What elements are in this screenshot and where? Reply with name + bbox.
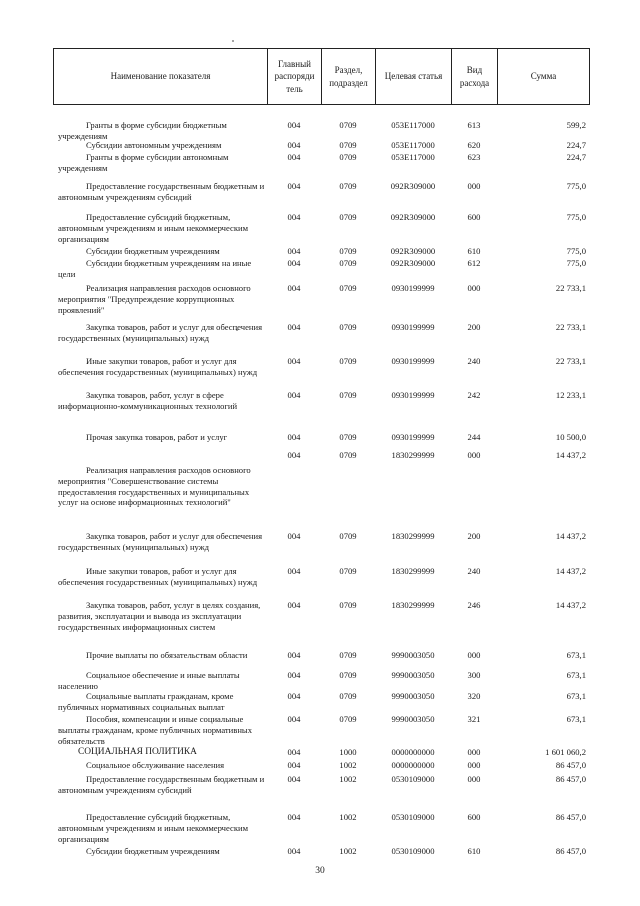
table-row xyxy=(53,531,590,571)
row-gl: 004 xyxy=(287,140,301,150)
row-name: Реализация направления расходов основного мероприятия "Предупреждение коррупционных проявлений" xyxy=(58,283,251,315)
row-sm: 673,1 xyxy=(566,691,586,701)
row-sm: 14 437,2 xyxy=(555,600,586,610)
row-cs: 9990003050 xyxy=(391,670,435,680)
row-cs: 1830299999 xyxy=(391,531,435,541)
row-cs: 0930199999 xyxy=(391,390,435,400)
row-sm: 86 457,0 xyxy=(555,812,586,822)
row-vr: 320 xyxy=(467,691,481,701)
row-sm: 86 457,0 xyxy=(555,846,586,856)
row-rz: 0709 xyxy=(339,212,357,222)
row-name: Субсидии бюджетным учреждениям xyxy=(86,846,220,856)
row-vr: 000 xyxy=(467,747,481,757)
row-name: Закупка товаров, работ, услуг в целях создания, развития, эксплуатации и вывода из эксплуатации государственных информационных систем xyxy=(58,600,261,632)
row-rz: 0709 xyxy=(339,650,357,660)
row-vr: 200 xyxy=(467,322,481,332)
row-gl: 004 xyxy=(287,322,301,332)
row-cs: 9990003050 xyxy=(391,714,435,724)
row-sm: 14 437,2 xyxy=(555,531,586,541)
row-sm: 10 500,0 xyxy=(555,432,586,442)
row-gl: 004 xyxy=(287,600,301,610)
row-gl: 004 xyxy=(287,450,301,460)
row-sm: 86 457,0 xyxy=(555,760,586,770)
row-rz: 1000 xyxy=(339,747,357,757)
row-gl: 004 xyxy=(287,531,301,541)
row-cs: 053E117000 xyxy=(391,120,435,130)
row-gl: 004 xyxy=(287,747,301,757)
row-sm: 22 733,1 xyxy=(555,322,586,332)
row-rz: 1002 xyxy=(339,760,357,770)
row-name: Пособия, компенсации и иные социальные выплаты гражданам, кроме публичных нормативных обязательств xyxy=(58,714,252,746)
row-cs: 0930199999 xyxy=(391,283,435,293)
table-row xyxy=(53,600,590,640)
row-name: Социальное обеспечение и иные выплаты населению xyxy=(58,670,240,691)
row-name: Предоставление субсидий бюджетным, автономным учреждениям и иным некоммерческим организациям xyxy=(58,812,249,844)
row-sm: 775,0 xyxy=(566,181,586,191)
row-name: Закупка товаров, работ и услуг для обеспечения государственных (муниципальных) нужд xyxy=(58,531,263,552)
row-gl: 004 xyxy=(287,566,301,576)
table-row xyxy=(53,390,590,430)
row-sm: 22 733,1 xyxy=(555,356,586,366)
header-name: Наименование показателя xyxy=(54,49,268,104)
row-gl: 004 xyxy=(287,691,301,701)
row-rz: 0709 xyxy=(339,120,357,130)
row-gl: 004 xyxy=(287,670,301,680)
row-sm: 1 601 060,2 xyxy=(545,747,586,757)
row-sm: 22 733,1 xyxy=(555,283,586,293)
row-sm: 14 437,2 xyxy=(555,450,586,460)
row-vr: 240 xyxy=(467,356,481,366)
row-cs: 092R309000 xyxy=(390,212,436,222)
row-rz: 0709 xyxy=(339,246,357,256)
row-rz: 0709 xyxy=(339,691,357,701)
row-cs: 092R309000 xyxy=(390,181,436,191)
row-vr: 620 xyxy=(467,140,481,150)
row-vr: 000 xyxy=(467,774,481,784)
header-expense-type: Вид расхода xyxy=(452,49,498,104)
row-cs: 1830299999 xyxy=(391,600,435,610)
row-cs: 0530109000 xyxy=(391,774,435,784)
row-rz: 0709 xyxy=(339,140,357,150)
table-row xyxy=(53,774,590,814)
row-vr: 000 xyxy=(467,760,481,770)
row-name: Социальное обслуживание населения xyxy=(86,760,225,770)
row-vr: 612 xyxy=(467,258,481,268)
row-sm: 599,2 xyxy=(566,120,586,130)
row-gl: 004 xyxy=(287,152,301,162)
row-cs: 0000000000 xyxy=(391,747,435,757)
row-rz: 0709 xyxy=(339,714,357,724)
row-sm: 12 233,1 xyxy=(555,390,586,400)
row-gl: 004 xyxy=(287,120,301,130)
row-name: СОЦИАЛЬНАЯ ПОЛИТИКА xyxy=(78,747,197,757)
row-name: Реализация направления расходов основного мероприятия "Совершенствование системы предоставления государственных и муниципальных услуг на основе информационных технологий" xyxy=(58,465,251,508)
row-gl: 004 xyxy=(287,258,301,268)
row-name: Субсидии бюджетным учреждениям на иные цели xyxy=(58,258,252,279)
row-rz: 1002 xyxy=(339,812,357,822)
row-vr: 623 xyxy=(467,152,481,162)
row-cs: 1830299999 xyxy=(391,450,435,460)
row-gl: 004 xyxy=(287,246,301,256)
row-rz: 0709 xyxy=(339,322,357,332)
table-row xyxy=(53,283,590,323)
row-vr: 000 xyxy=(467,650,481,660)
row-sm: 775,0 xyxy=(566,212,586,222)
row-vr: 321 xyxy=(467,714,481,724)
row-name: Прочая закупка товаров, работ и услуг xyxy=(86,432,228,442)
row-gl: 004 xyxy=(287,812,301,822)
row-vr: 000 xyxy=(467,450,481,460)
row-vr: 240 xyxy=(467,566,481,576)
row-rz: 0709 xyxy=(339,450,357,460)
row-vr: 244 xyxy=(467,432,481,442)
row-gl: 004 xyxy=(287,714,301,724)
row-sm: 673,1 xyxy=(566,650,586,660)
row-cs: 092R309000 xyxy=(390,246,436,256)
page-number: 30 xyxy=(315,866,325,876)
row-gl: 004 xyxy=(287,846,301,856)
row-cs: 9990003050 xyxy=(391,650,435,660)
row-sm: 86 457,0 xyxy=(555,774,586,784)
row-sm: 673,1 xyxy=(566,714,586,724)
row-cs: 092R309000 xyxy=(390,258,436,268)
row-gl: 004 xyxy=(287,181,301,191)
row-vr: 600 xyxy=(467,812,481,822)
row-rz: 0709 xyxy=(339,283,357,293)
row-cs: 0930199999 xyxy=(391,356,435,366)
row-cs: 0530109000 xyxy=(391,846,435,856)
row-vr: 000 xyxy=(467,181,481,191)
row-cs: 0930199999 xyxy=(391,432,435,442)
row-vr: 613 xyxy=(467,120,481,130)
row-sm: 224,7 xyxy=(566,152,586,162)
row-sm: 673,1 xyxy=(566,670,586,680)
row-vr: 000 xyxy=(467,283,481,293)
row-name: Предоставление государственным бюджетным и автономным учреждениям субсидий xyxy=(58,181,265,202)
row-gl: 004 xyxy=(287,760,301,770)
row-name: Закупка товаров, работ и услуг для обеспечения государственных (муниципальных) нужд xyxy=(58,322,263,343)
header-target-article: Целевая статья xyxy=(376,49,452,104)
row-name: Субсидии бюджетным учреждениям xyxy=(86,246,220,256)
row-sm: 224,7 xyxy=(566,140,586,150)
row-rz: 0709 xyxy=(339,181,357,191)
row-name: Субсидии автономным учреждениям xyxy=(86,140,222,150)
row-rz: 0709 xyxy=(339,566,357,576)
row-gl: 004 xyxy=(287,212,301,222)
row-name: Иные закупки товаров, работ и услуг для обеспечения государственных (муниципальных) нужд xyxy=(58,356,258,377)
row-name: Закупка товаров, работ, услуг в сфере информационно-коммуникационных технологий xyxy=(58,390,238,411)
row-rz: 0709 xyxy=(339,600,357,610)
row-rz: 0709 xyxy=(339,356,357,366)
row-name: Предоставление субсидий бюджетным, автономным учреждениям и иным некоммерческим организациям xyxy=(58,212,249,244)
row-name: Предоставление государственным бюджетным и автономным учреждениям субсидий xyxy=(58,774,265,795)
row-rz: 0709 xyxy=(339,152,357,162)
row-rz: 0709 xyxy=(339,670,357,680)
row-vr: 242 xyxy=(467,390,481,400)
row-gl: 004 xyxy=(287,650,301,660)
row-vr: 200 xyxy=(467,531,481,541)
row-name: Гранты в форме субсидии автономным учреждениям xyxy=(58,152,229,173)
row-gl: 004 xyxy=(287,390,301,400)
table-row xyxy=(53,450,590,508)
header-main-manager: Главный распоряди тель xyxy=(268,49,322,104)
row-sm: 14 437,2 xyxy=(555,566,586,576)
row-cs: 053E117000 xyxy=(391,152,435,162)
row-cs: 0930199999 xyxy=(391,322,435,332)
row-cs: 0000000000 xyxy=(391,760,435,770)
row-vr: 246 xyxy=(467,600,481,610)
row-vr: 610 xyxy=(467,246,481,256)
row-rz: 0709 xyxy=(339,258,357,268)
row-name: Гранты в форме субсидии бюджетным учреждениям xyxy=(58,120,227,141)
row-rz: 0709 xyxy=(339,390,357,400)
row-rz: 0709 xyxy=(339,531,357,541)
row-name: Прочие выплаты по обязательствам области xyxy=(86,650,248,660)
row-cs: 1830299999 xyxy=(391,566,435,576)
row-name: Социальные выплаты гражданам, кроме публичных нормативных социальных выплат xyxy=(58,691,234,712)
row-vr: 600 xyxy=(467,212,481,222)
row-vr: 300 xyxy=(467,670,481,680)
row-cs: 053E117000 xyxy=(391,140,435,150)
row-gl: 004 xyxy=(287,283,301,293)
row-gl: 004 xyxy=(287,774,301,784)
row-vr: 610 xyxy=(467,846,481,856)
row-rz: 0709 xyxy=(339,432,357,442)
table-header xyxy=(53,48,590,105)
row-sm: 775,0 xyxy=(566,258,586,268)
row-sm: 775,0 xyxy=(566,246,586,256)
row-name: Иные закупки товаров, работ и услуг для обеспечения государственных (муниципальных) нужд xyxy=(58,566,258,587)
scan-speck xyxy=(232,40,234,42)
row-gl: 004 xyxy=(287,356,301,366)
row-cs: 0530109000 xyxy=(391,812,435,822)
header-section: Раздел, подраздел xyxy=(322,49,376,104)
header-amount: Сумма xyxy=(530,71,557,82)
row-rz: 1002 xyxy=(339,846,357,856)
row-cs: 9990003050 xyxy=(391,691,435,701)
row-gl: 004 xyxy=(287,432,301,442)
row-rz: 1002 xyxy=(339,774,357,784)
